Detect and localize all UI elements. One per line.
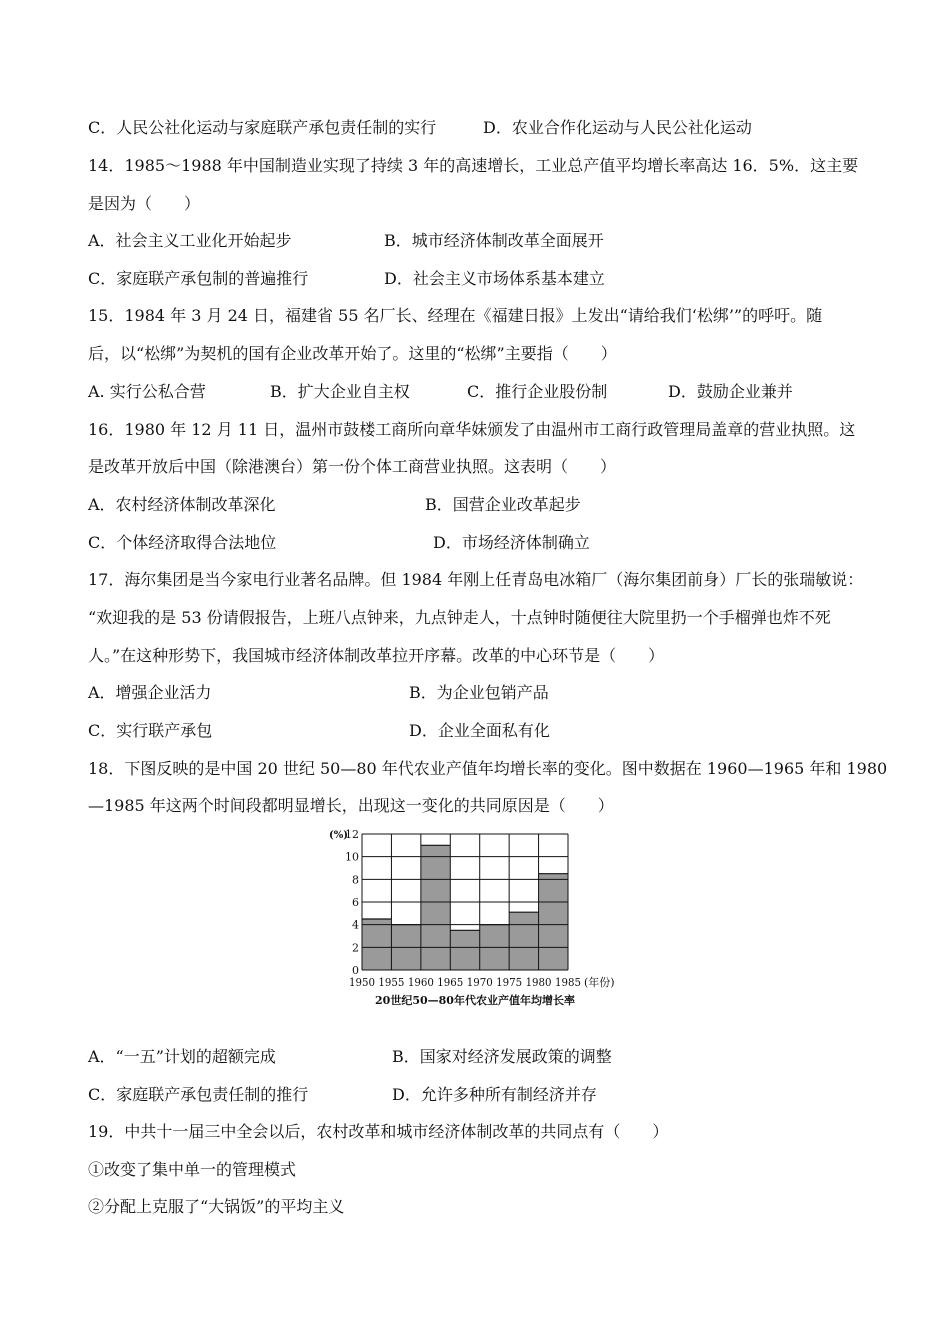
chart-xtick-label: 1980 xyxy=(525,976,552,989)
bar-chart-svg xyxy=(318,826,638,1016)
q14-stem-line-1: 14．1985～1988 年中国制造业实现了持续 3 年的高速增长，工业总产值平均增长率高达 16．5%．这主要 xyxy=(88,156,859,175)
chart-bar xyxy=(509,912,538,970)
q19-item-1: ①改变了集中单一的管理模式 xyxy=(88,1160,297,1179)
chart-ytick-label: 12 xyxy=(345,828,359,841)
q19-item-2: ②分配上克服了“大锅饭”的平均主义 xyxy=(88,1197,345,1216)
q14-option-c: C．家庭联产承包制的普遍推行 xyxy=(88,269,309,288)
q18-option-c: C．家庭联产承包责任制的推行 xyxy=(88,1085,309,1104)
q18-option-a: A．“一五”计划的超额完成 xyxy=(88,1047,276,1066)
q16-option-b: B．国营企业改革起步 xyxy=(425,495,581,514)
q15-option-a: A. 实行公私合营 xyxy=(88,382,206,401)
q13-option-c: C．人民公社化运动与家庭联产承包责任制的实行 xyxy=(88,118,437,137)
chart-xtick-label: 1975 xyxy=(496,976,523,989)
q16-option-c: C．个体经济取得合法地位 xyxy=(88,533,277,552)
q15-stem-line-1: 15．1984 年 3 月 24 日，福建省 55 名厂长、经理在《福建日报》上发出“请给我们‘松绑’”的呼吁。随 xyxy=(88,306,823,325)
q16-option-a: A．农村经济体制改革深化 xyxy=(88,495,276,514)
q15-option-d: D．鼓励企业兼并 xyxy=(668,382,793,401)
q18-option-b: B．国家对经济发展政策的调整 xyxy=(392,1047,612,1066)
q14-stem-line-2: 是因为（ ） xyxy=(88,194,201,213)
q17-stem-line-3: 人。”在这种形势下，我国城市经济体制改革拉开序幕。改革的中心环节是（ ） xyxy=(88,646,665,665)
q18-stem-line-1: 18．下图反映的是中国 20 世纪 50—80 年代农业产值年均增长率的变化。图中数据在 1960—1965 年和 1980 xyxy=(88,759,888,778)
chart-ytick-label: 10 xyxy=(345,850,359,864)
q17-stem-line-1: 17．海尔集团是当今家电行业著名品牌。但 1984 年刚上任青岛电冰箱厂（海尔集团前身）厂长的张瑞敏说： xyxy=(88,570,864,589)
q14-option-a: A．社会主义工业化开始起步 xyxy=(88,231,292,250)
q14-option-d: D．社会主义市场体系基本建立 xyxy=(384,269,605,288)
q17-option-b: B．为企业包销产品 xyxy=(409,683,549,702)
chart-xlabel: (年份) xyxy=(584,976,615,989)
chart-title: 20世纪50—80年代农业产值年均增长率 xyxy=(375,994,575,1007)
q16-stem-line-1: 16．1980 年 12 月 11 日，温州市鼓楼工商所向章华妹颁发了由温州市工商行政管理局盖章的营业执照。这 xyxy=(88,420,856,439)
chart-xtick-label: 1985 xyxy=(555,976,581,989)
q18-stem-line-2: —1985 年这两个时间段都明显增长，出现这一变化的共同原因是（ ） xyxy=(88,796,614,815)
q17-option-a: A．增强企业活力 xyxy=(88,683,212,702)
agri-growth-chart xyxy=(318,826,638,1016)
chart-ytick-label: 4 xyxy=(352,918,359,932)
q19-stem-line-1: 19．中共十一届三中全会以后，农村改革和城市经济体制改革的共同点有（ ） xyxy=(88,1122,669,1141)
q17-stem-line-2: “欢迎我的是 53 份请假报告，上班八点钟来，九点钟走人，十点钟时随便往大院里扔一个手榴弹也炸不死 xyxy=(88,608,831,627)
chart-ytick-label: 8 xyxy=(352,873,359,887)
q15-stem-line-2: 后，以“松绑”为契机的国有企业改革开始了。这里的“松绑”主要指（ ） xyxy=(88,344,617,363)
q17-option-d: D．企业全面私有化 xyxy=(409,721,550,740)
chart-xtick-label: 1965 xyxy=(437,976,464,989)
chart-bar xyxy=(421,845,450,970)
chart-ylabel: (%) xyxy=(329,830,348,841)
chart-xtick-label: 1950 xyxy=(349,976,375,989)
chart-xtick-label: 1960 xyxy=(407,976,434,989)
chart-bar xyxy=(450,930,479,970)
chart-xtick-label: 1970 xyxy=(466,976,493,989)
chart-ytick-label: 6 xyxy=(352,896,359,909)
q13-option-d: D．农业合作化运动与人民公社化运动 xyxy=(483,118,752,137)
q15-option-c: C．推行企业股份制 xyxy=(467,382,608,401)
chart-bar xyxy=(539,874,568,970)
chart-ytick-label: 0 xyxy=(352,964,359,977)
q14-option-b: B．城市经济体制改革全面展开 xyxy=(384,231,604,250)
q15-option-b: B．扩大企业自主权 xyxy=(270,382,410,401)
q16-stem-line-2: 是改革开放后中国（除港澳台）第一份个体工商营业执照。这表明（ ） xyxy=(88,457,617,476)
q17-option-c: C．实行联产承包 xyxy=(88,721,213,740)
q18-option-d: D．允许多种所有制经济并存 xyxy=(392,1085,597,1104)
chart-xtick-label: 1955 xyxy=(378,976,405,989)
q16-option-d: D．市场经济体制确立 xyxy=(433,533,590,552)
chart-ytick-label: 2 xyxy=(352,941,359,955)
chart-bar xyxy=(362,919,391,970)
